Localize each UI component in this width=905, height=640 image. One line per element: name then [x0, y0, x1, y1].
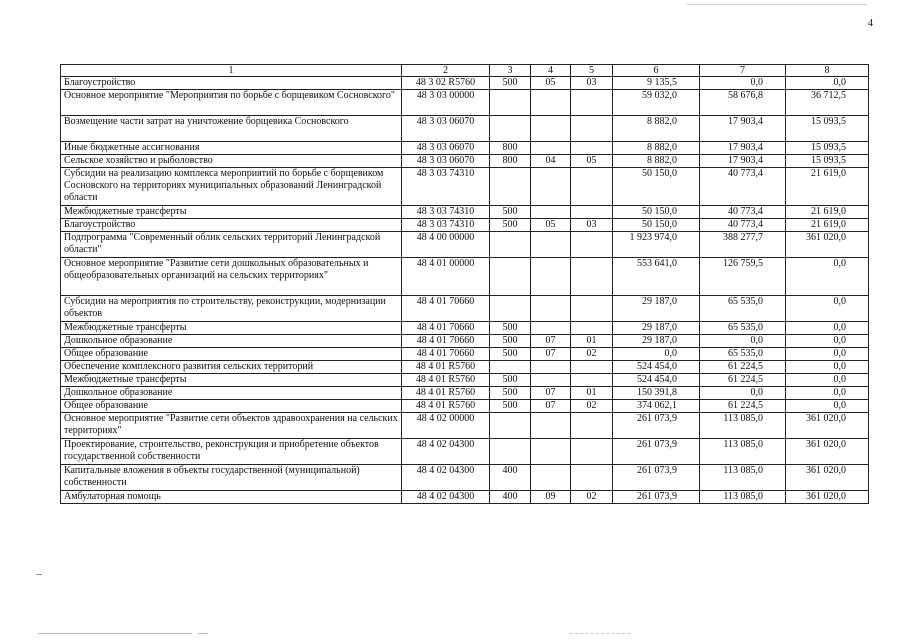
row-amount-year3-cell: 0,0	[786, 387, 869, 400]
row-section-cell: 07	[531, 335, 571, 348]
row-subsection-cell	[571, 168, 613, 206]
row-amount-year3-cell: 0,0	[786, 296, 869, 322]
row-code-cell: 48 3 03 00000	[402, 90, 490, 116]
row-code-cell: 48 3 03 74310	[402, 168, 490, 206]
row-subsection-cell	[571, 258, 613, 296]
row-amount-year3-cell: 15 093,5	[786, 155, 869, 168]
row-amount-year3-cell: 0,0	[786, 400, 869, 413]
row-expense-type-cell: 800	[490, 155, 531, 168]
row-expense-type-cell	[490, 116, 531, 142]
row-amount-year3-cell: 0,0	[786, 77, 869, 90]
row-amount-year1-cell: 261 073,9	[613, 413, 700, 439]
row-amount-year3-cell: 21 619,0	[786, 168, 869, 206]
table-row	[61, 374, 869, 387]
row-code-cell: 48 4 02 04300	[402, 439, 490, 465]
row-section-cell	[531, 232, 571, 258]
row-subsection-cell: 01	[571, 335, 613, 348]
table-row	[61, 400, 869, 413]
row-amount-year2-cell: 17 903,4	[700, 116, 786, 142]
row-section-cell	[531, 465, 571, 491]
row-section-cell	[531, 374, 571, 387]
row-code-cell: 48 4 02 00000	[402, 413, 490, 439]
row-section-cell	[531, 361, 571, 374]
row-code-cell: 48 4 01 R5760	[402, 361, 490, 374]
row-amount-year2-cell: 40 773,4	[700, 219, 786, 232]
table-row	[61, 116, 869, 142]
row-name-cell: Основное мероприятие "Развитие сети дошкольных образовательных и общеобразовательных организаций на сельских территориях"	[61, 258, 402, 296]
row-amount-year1-cell: 8 882,0	[613, 116, 700, 142]
row-subsection-cell	[571, 465, 613, 491]
row-amount-year1-cell: 50 150,0	[613, 206, 700, 219]
row-name-cell: Сельское хозяйство и рыболовство	[61, 155, 402, 168]
column-header: 1	[61, 65, 402, 77]
row-subsection-cell: 05	[571, 155, 613, 168]
row-amount-year1-cell: 29 187,0	[613, 322, 700, 335]
row-amount-year3-cell: 361 020,0	[786, 232, 869, 258]
table-row	[61, 258, 869, 296]
row-amount-year1-cell: 9 135,5	[613, 77, 700, 90]
table-row	[61, 465, 869, 491]
row-section-cell	[531, 90, 571, 116]
row-expense-type-cell	[490, 90, 531, 116]
row-amount-year3-cell: 0,0	[786, 335, 869, 348]
row-amount-year1-cell: 261 073,9	[613, 439, 700, 465]
row-amount-year2-cell: 58 676,8	[700, 90, 786, 116]
table-row	[61, 168, 869, 206]
row-name-cell: Дошкольное образование	[61, 387, 402, 400]
row-amount-year1-cell: 1 923 974,0	[613, 232, 700, 258]
row-name-cell: Проектирование, строительство, реконструкция и приобретение объектов государственной собственности	[61, 439, 402, 465]
row-name-cell: Межбюджетные трансферты	[61, 322, 402, 335]
row-section-cell	[531, 142, 571, 155]
row-amount-year3-cell: 15 093,5	[786, 116, 869, 142]
row-code-cell: 48 3 02 R5760	[402, 77, 490, 90]
table-row	[61, 491, 869, 504]
row-code-cell: 48 3 03 06070	[402, 155, 490, 168]
row-amount-year1-cell: 150 391,8	[613, 387, 700, 400]
row-amount-year3-cell: 361 020,0	[786, 491, 869, 504]
row-amount-year1-cell: 374 062,1	[613, 400, 700, 413]
row-code-cell: 48 3 03 06070	[402, 142, 490, 155]
row-name-cell: Межбюджетные трансферты	[61, 374, 402, 387]
row-name-cell: Основное мероприятие "Развитие сети объектов здравоохранения на сельских территориях"	[61, 413, 402, 439]
row-expense-type-cell: 500	[490, 400, 531, 413]
row-name-cell: Благоустройство	[61, 219, 402, 232]
row-amount-year2-cell: 113 085,0	[700, 465, 786, 491]
table-row	[61, 155, 869, 168]
table-row	[61, 90, 869, 116]
row-expense-type-cell: 500	[490, 335, 531, 348]
row-amount-year2-cell: 40 773,4	[700, 168, 786, 206]
row-subsection-cell: 03	[571, 77, 613, 90]
row-section-cell	[531, 439, 571, 465]
row-amount-year2-cell: 0,0	[700, 77, 786, 90]
row-section-cell: 09	[531, 491, 571, 504]
row-expense-type-cell	[490, 296, 531, 322]
row-section-cell	[531, 296, 571, 322]
row-amount-year2-cell: 113 085,0	[700, 439, 786, 465]
row-subsection-cell	[571, 374, 613, 387]
table-row	[61, 232, 869, 258]
row-section-cell	[531, 168, 571, 206]
row-subsection-cell	[571, 116, 613, 142]
scan-bottom-tick	[198, 633, 208, 634]
row-amount-year3-cell: 361 020,0	[786, 439, 869, 465]
row-subsection-cell: 02	[571, 400, 613, 413]
row-amount-year2-cell: 17 903,4	[700, 155, 786, 168]
row-subsection-cell	[571, 439, 613, 465]
row-code-cell: 48 4 01 70660	[402, 322, 490, 335]
row-amount-year1-cell: 50 150,0	[613, 219, 700, 232]
row-amount-year3-cell: 361 020,0	[786, 413, 869, 439]
table-row	[61, 348, 869, 361]
row-amount-year2-cell: 61 224,5	[700, 361, 786, 374]
row-amount-year2-cell: 113 085,0	[700, 491, 786, 504]
budget-table-body	[61, 65, 869, 504]
row-expense-type-cell: 800	[490, 142, 531, 155]
row-amount-year3-cell: 361 020,0	[786, 465, 869, 491]
row-code-cell: 48 4 01 00000	[402, 258, 490, 296]
row-code-cell: 48 4 01 R5760	[402, 400, 490, 413]
row-amount-year2-cell: 126 759,5	[700, 258, 786, 296]
row-amount-year1-cell: 553 641,0	[613, 258, 700, 296]
row-amount-year2-cell: 0,0	[700, 335, 786, 348]
row-expense-type-cell	[490, 258, 531, 296]
row-subsection-cell	[571, 296, 613, 322]
row-code-cell: 48 3 03 74310	[402, 206, 490, 219]
table-row	[61, 322, 869, 335]
row-section-cell: 07	[531, 400, 571, 413]
row-expense-type-cell: 500	[490, 206, 531, 219]
row-section-cell	[531, 413, 571, 439]
table-row	[61, 335, 869, 348]
row-expense-type-cell: 500	[490, 77, 531, 90]
row-section-cell: 07	[531, 387, 571, 400]
row-amount-year3-cell: 21 619,0	[786, 206, 869, 219]
row-amount-year1-cell: 0,0	[613, 348, 700, 361]
row-expense-type-cell: 400	[490, 491, 531, 504]
budget-table	[60, 64, 869, 504]
row-name-cell: Капитальные вложения в объекты государственной (муниципальной) собственности	[61, 465, 402, 491]
row-subsection-cell	[571, 142, 613, 155]
scan-margin-mark	[36, 574, 42, 575]
row-section-cell	[531, 206, 571, 219]
row-expense-type-cell: 500	[490, 322, 531, 335]
row-amount-year2-cell: 0,0	[700, 387, 786, 400]
row-expense-type-cell: 400	[490, 465, 531, 491]
table-row	[61, 387, 869, 400]
row-amount-year3-cell: 21 619,0	[786, 219, 869, 232]
row-amount-year2-cell: 113 085,0	[700, 413, 786, 439]
row-name-cell: Иные бюджетные ассигнования	[61, 142, 402, 155]
row-code-cell: 48 4 01 70660	[402, 296, 490, 322]
row-subsection-cell: 02	[571, 348, 613, 361]
row-name-cell: Общее образование	[61, 400, 402, 413]
table-row	[61, 413, 869, 439]
row-amount-year3-cell: 0,0	[786, 374, 869, 387]
row-section-cell: 05	[531, 77, 571, 90]
row-subsection-cell: 02	[571, 491, 613, 504]
row-subsection-cell: 03	[571, 219, 613, 232]
table-row	[61, 142, 869, 155]
row-amount-year1-cell: 8 882,0	[613, 142, 700, 155]
row-code-cell: 48 4 01 70660	[402, 348, 490, 361]
row-section-cell: 05	[531, 219, 571, 232]
table-row	[61, 77, 869, 90]
row-expense-type-cell: 500	[490, 387, 531, 400]
row-subsection-cell	[571, 322, 613, 335]
column-header: 8	[786, 65, 869, 77]
table-row	[61, 296, 869, 322]
column-header: 2	[402, 65, 490, 77]
row-amount-year1-cell: 29 187,0	[613, 335, 700, 348]
row-code-cell: 48 4 00 00000	[402, 232, 490, 258]
row-section-cell	[531, 258, 571, 296]
row-section-cell: 04	[531, 155, 571, 168]
row-amount-year1-cell: 29 187,0	[613, 296, 700, 322]
row-amount-year1-cell: 50 150,0	[613, 168, 700, 206]
page-number: 4	[868, 18, 873, 29]
scan-bottom-rule	[38, 633, 192, 634]
row-name-cell: Благоустройство	[61, 77, 402, 90]
row-code-cell: 48 3 03 74310	[402, 219, 490, 232]
row-amount-year3-cell: 36 712,5	[786, 90, 869, 116]
row-amount-year1-cell: 524 454,0	[613, 361, 700, 374]
row-amount-year3-cell: 15 093,5	[786, 142, 869, 155]
table-row	[61, 439, 869, 465]
column-header: 4	[531, 65, 571, 77]
column-header: 6	[613, 65, 700, 77]
row-expense-type-cell	[490, 413, 531, 439]
row-amount-year3-cell: 0,0	[786, 322, 869, 335]
row-amount-year3-cell: 0,0	[786, 348, 869, 361]
row-name-cell: Субсидии на мероприятия по строительству, реконструкции, модернизации объектов	[61, 296, 402, 322]
row-code-cell: 48 4 02 04300	[402, 465, 490, 491]
column-header: 7	[700, 65, 786, 77]
table-row	[61, 206, 869, 219]
row-amount-year1-cell: 261 073,9	[613, 465, 700, 491]
row-expense-type-cell	[490, 232, 531, 258]
row-amount-year1-cell: 59 032,0	[613, 90, 700, 116]
row-subsection-cell	[571, 413, 613, 439]
header-row	[61, 65, 869, 77]
row-name-cell: Дошкольное образование	[61, 335, 402, 348]
row-name-cell: Подпрограмма "Современный облик сельских территорий Ленинградской области"	[61, 232, 402, 258]
row-expense-type-cell: 500	[490, 219, 531, 232]
row-subsection-cell	[571, 232, 613, 258]
row-amount-year3-cell: 0,0	[786, 258, 869, 296]
row-amount-year2-cell: 65 535,0	[700, 296, 786, 322]
row-amount-year1-cell: 524 454,0	[613, 374, 700, 387]
row-amount-year2-cell: 61 224,5	[700, 374, 786, 387]
row-section-cell	[531, 322, 571, 335]
scan-bottom-dash	[570, 633, 630, 634]
row-amount-year2-cell: 65 535,0	[700, 348, 786, 361]
row-amount-year1-cell: 8 882,0	[613, 155, 700, 168]
row-subsection-cell	[571, 361, 613, 374]
row-name-cell: Основное мероприятие "Мероприятия по борьбе с борщевиком Сосновского"	[61, 90, 402, 116]
row-code-cell: 48 4 02 04300	[402, 491, 490, 504]
row-amount-year2-cell: 388 277,7	[700, 232, 786, 258]
row-name-cell: Субсидии на реализацию комплекса мероприятий по борьбе с борщевиком Сосновского на территориях муниципальных образований Ленинградской области	[61, 168, 402, 206]
column-header: 3	[490, 65, 531, 77]
row-subsection-cell	[571, 206, 613, 219]
row-expense-type-cell: 500	[490, 348, 531, 361]
row-expense-type-cell: 500	[490, 374, 531, 387]
table-row	[61, 361, 869, 374]
row-amount-year3-cell: 0,0	[786, 361, 869, 374]
row-amount-year2-cell: 17 903,4	[700, 142, 786, 155]
row-section-cell: 07	[531, 348, 571, 361]
row-expense-type-cell	[490, 361, 531, 374]
scan-top-rule	[687, 4, 867, 5]
row-subsection-cell	[571, 90, 613, 116]
row-expense-type-cell	[490, 439, 531, 465]
row-section-cell	[531, 116, 571, 142]
row-code-cell: 48 3 03 06070	[402, 116, 490, 142]
row-amount-year2-cell: 40 773,4	[700, 206, 786, 219]
row-amount-year2-cell: 61 224,5	[700, 400, 786, 413]
row-amount-year1-cell: 261 073,9	[613, 491, 700, 504]
row-name-cell: Обеспечение комплексного развития сельских территорий	[61, 361, 402, 374]
column-header: 5	[571, 65, 613, 77]
row-name-cell: Возмещение части затрат на уничтожение борщевика Сосновского	[61, 116, 402, 142]
row-code-cell: 48 4 01 R5760	[402, 387, 490, 400]
row-code-cell: 48 4 01 R5760	[402, 374, 490, 387]
row-amount-year2-cell: 65 535,0	[700, 322, 786, 335]
row-name-cell: Межбюджетные трансферты	[61, 206, 402, 219]
table-row	[61, 219, 869, 232]
row-expense-type-cell	[490, 168, 531, 206]
row-name-cell: Амбулаторная помощь	[61, 491, 402, 504]
row-code-cell: 48 4 01 70660	[402, 335, 490, 348]
row-subsection-cell: 01	[571, 387, 613, 400]
row-name-cell: Общее образование	[61, 348, 402, 361]
